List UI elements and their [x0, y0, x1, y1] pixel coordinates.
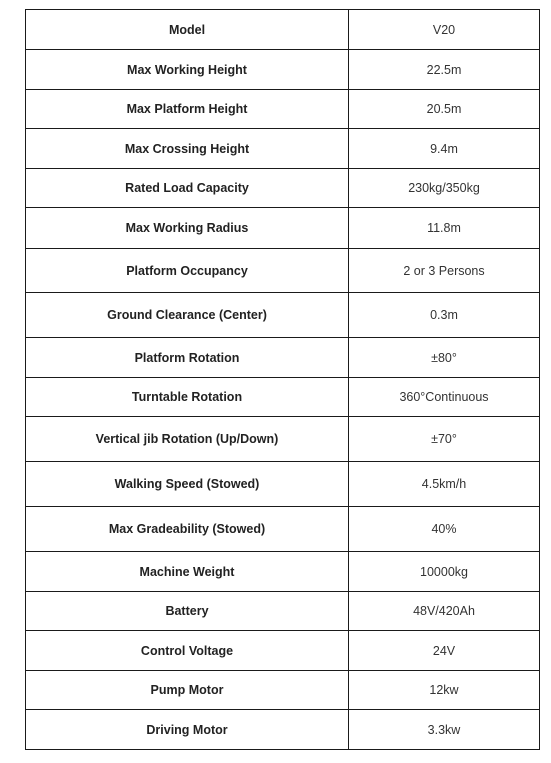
spec-value: 12kw — [349, 671, 540, 710]
spec-label: Max Gradeability (Stowed) — [26, 507, 349, 552]
spec-label: Platform Occupancy — [26, 249, 349, 293]
spec-value: ±80° — [349, 338, 540, 378]
table-row — [26, 293, 540, 338]
table-row — [26, 208, 540, 249]
table-row — [26, 417, 540, 462]
spec-value: 9.4m — [349, 129, 540, 169]
table-row — [26, 507, 540, 552]
table-row — [26, 129, 540, 169]
spec-value: V20 — [349, 10, 540, 50]
spec-value: 22.5m — [349, 50, 540, 90]
spec-value: 11.8m — [349, 208, 540, 249]
table-row — [26, 710, 540, 750]
spec-label: Max Working Radius — [26, 208, 349, 249]
table-row — [26, 462, 540, 507]
spec-value: 0.3m — [349, 293, 540, 338]
spec-value: 48V/420Ah — [349, 592, 540, 631]
spec-label: Driving Motor — [26, 710, 349, 750]
spec-label: Rated Load Capacity — [26, 169, 349, 208]
spec-value: 20.5m — [349, 90, 540, 129]
spec-label: Ground Clearance (Center) — [26, 293, 349, 338]
spec-label: Max Crossing Height — [26, 129, 349, 169]
spec-value: 4.5km/h — [349, 462, 540, 507]
table-row — [26, 631, 540, 671]
table-row — [26, 592, 540, 631]
spec-label: Control Voltage — [26, 631, 349, 671]
spec-label: Turntable Rotation — [26, 378, 349, 417]
table-row — [26, 10, 540, 50]
table-row — [26, 378, 540, 417]
table-row — [26, 169, 540, 208]
table-row — [26, 671, 540, 710]
spec-label: Model — [26, 10, 349, 50]
spec-value: 360°Continuous — [349, 378, 540, 417]
table-row — [26, 90, 540, 129]
spec-value: 230kg/350kg — [349, 169, 540, 208]
spec-value: 3.3kw — [349, 710, 540, 750]
spec-value: 2 or 3 Persons — [349, 249, 540, 293]
spec-label: Vertical jib Rotation (Up/Down) — [26, 417, 349, 462]
spec-value: 10000kg — [349, 552, 540, 592]
table-row — [26, 338, 540, 378]
spec-table — [25, 9, 540, 750]
spec-label: Platform Rotation — [26, 338, 349, 378]
spec-label: Pump Motor — [26, 671, 349, 710]
spec-value: 24V — [349, 631, 540, 671]
spec-value: ±70° — [349, 417, 540, 462]
spec-label: Walking Speed (Stowed) — [26, 462, 349, 507]
spec-label: Machine Weight — [26, 552, 349, 592]
table-row — [26, 249, 540, 293]
spec-value: 40% — [349, 507, 540, 552]
table-row — [26, 50, 540, 90]
table-row — [26, 552, 540, 592]
spec-label: Battery — [26, 592, 349, 631]
spec-label: Max Working Height — [26, 50, 349, 90]
spec-label: Max Platform Height — [26, 90, 349, 129]
